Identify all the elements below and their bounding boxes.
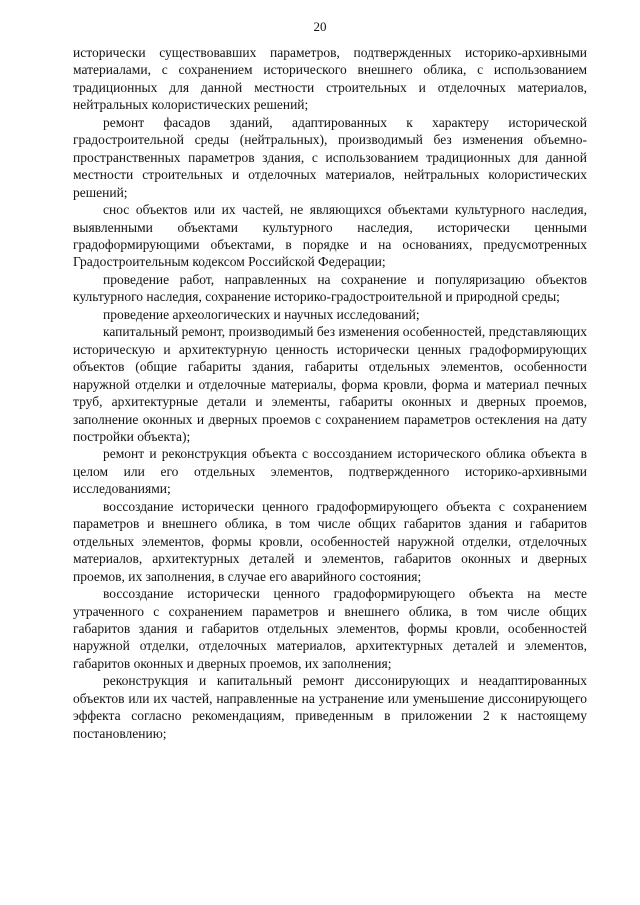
paragraph: проведение работ, направленных на сохранение и популяризацию объектов культурного наследия, сохранение историко-градостроительной и природной среды; — [73, 271, 587, 305]
paragraph: воссоздание исторически ценного градоформирующего объекта на месте утраченного с сохранением параметров и внешнего облика, в том числе общих габаритов здания и габаритов отдельных элементов, формы кровли, особенностей наружной отделки, отделочных материалов, архитектурных деталей и элементов, габаритов оконных и дверных проемов, их заполнения; — [73, 586, 587, 671]
paragraph: ремонт фасадов зданий, адаптированных к характеру исторической градостроительной среды (нейтральных), производимый без изменения объемно-пространственных параметров здания, с использованием традиционных для данной местности строительных и отделочных материалов, нейтральных колористических решений; — [73, 114, 587, 200]
paragraph: реконструкция и капитальный ремонт диссонирующих и неадаптированных объектов или их частей, направленные на устранение или уменьшение диссонирующего эффекта согласно рекомендациям, приведенным в приложении 2 к настоящему постановлению; — [73, 673, 587, 741]
paragraph: ремонт и реконструкция объекта с воссозданием исторического облика объекта в целом или его отдельных элементов, подтвержденного историко-архивными исследованиями; — [73, 446, 587, 497]
paragraph: проведение археологических и научных исследований; — [103, 306, 420, 322]
page-number: 20 — [313, 19, 327, 34]
paragraph: снос объектов или их частей, не являющихся объектами культурного наследия, выявленными объектами культурного наследия, исторически ценными градоформирующими объектами, в порядке и на основаниях, предусмотренных Градостроительным кодексом Российской Федерации; — [73, 202, 587, 270]
body-text — [73, 44, 587, 742]
paragraph: исторически существовавших параметров, подтвержденных историко-архивными материалами, с сохранением исторического внешнего облика, с использованием традиционных для данной местности строительных и отделочных материалов, нейтральных колористических решений; — [73, 45, 587, 113]
paragraph: воссоздание исторически ценного градоформирующего объекта с сохранением параметров и внешнего облика, в том числе общих габаритов здания и габаритов отдельных элементов, формы кровли, особенностей наружной отделки, отделочных материалов, архитектурных деталей и элементов, габаритов оконных и дверных проемов, их заполнения, в случае его аварийного состояния; — [73, 498, 587, 584]
paragraph: капитальный ремонт, производимый без изменения особенностей, представляющих историческую и архитектурную ценность исторически ценных градоформирующих объектов (общие габариты здания, габариты отдельных элементов, особенности наружной отделки и отделочные материалы, форма кровли, форма и материал печных труб, архитектурные детали и элементы, габариты оконных и дверных проемов, заполнение оконных и дверных проемов с сохранением параметров остекления на дату постройки объекта); — [73, 324, 587, 444]
